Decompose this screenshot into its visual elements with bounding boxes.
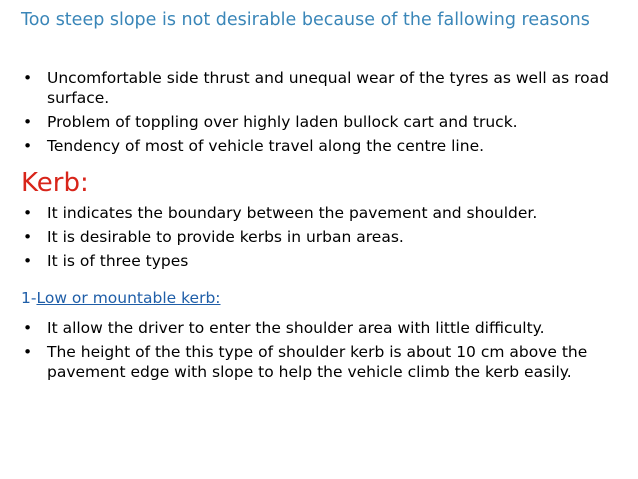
bullet-icon: •: [23, 204, 33, 222]
list-item-text: It is of three types: [47, 252, 189, 270]
bullet-icon: •: [23, 343, 33, 361]
low-kerb-points-list: [0, 318, 627, 386]
list-item: [0, 203, 627, 223]
list-item: [0, 227, 627, 247]
list-item: [0, 342, 627, 382]
list-item: [0, 112, 627, 132]
intro-text: Too steep slope is not desirable because of the fallowing reasons: [21, 10, 590, 30]
bullet-icon: •: [23, 137, 33, 155]
list-item-text: Tendency of most of vehicle travel along the centre line.: [47, 137, 485, 155]
list-item-text: It allow the driver to enter the shoulder area with little difficulty.: [47, 319, 545, 337]
kerb-points-list: [0, 203, 627, 275]
list-item: [0, 251, 627, 271]
bullet-icon: •: [23, 69, 33, 87]
reasons-list: [0, 68, 627, 160]
bullet-icon: •: [23, 252, 33, 270]
list-item: [0, 68, 627, 108]
low-kerb-title: Low or mountable kerb:: [36, 289, 221, 307]
list-item-text: Uncomfortable side thrust and unequal wear of the tyres as well as road surface.: [47, 69, 609, 107]
list-item: [0, 136, 627, 156]
bullet-icon: •: [23, 228, 33, 246]
bullet-icon: •: [23, 319, 33, 337]
list-item: [0, 318, 627, 338]
list-item-text: It indicates the boundary between the pavement and shoulder.: [47, 204, 538, 222]
bullet-icon: •: [23, 113, 33, 131]
list-item-text: It is desirable to provide kerbs in urban areas.: [47, 228, 404, 246]
kerb-heading: Kerb:: [21, 168, 89, 198]
list-item-text: The height of the this type of shoulder kerb is about 10 cm above the pavement edge with slope to help the vehicle climb the kerb easily.: [47, 343, 588, 381]
list-item-text: Problem of toppling over highly laden bullock cart and truck.: [47, 113, 518, 131]
low-kerb-heading: [21, 288, 221, 308]
low-kerb-number: 1-: [21, 289, 37, 307]
